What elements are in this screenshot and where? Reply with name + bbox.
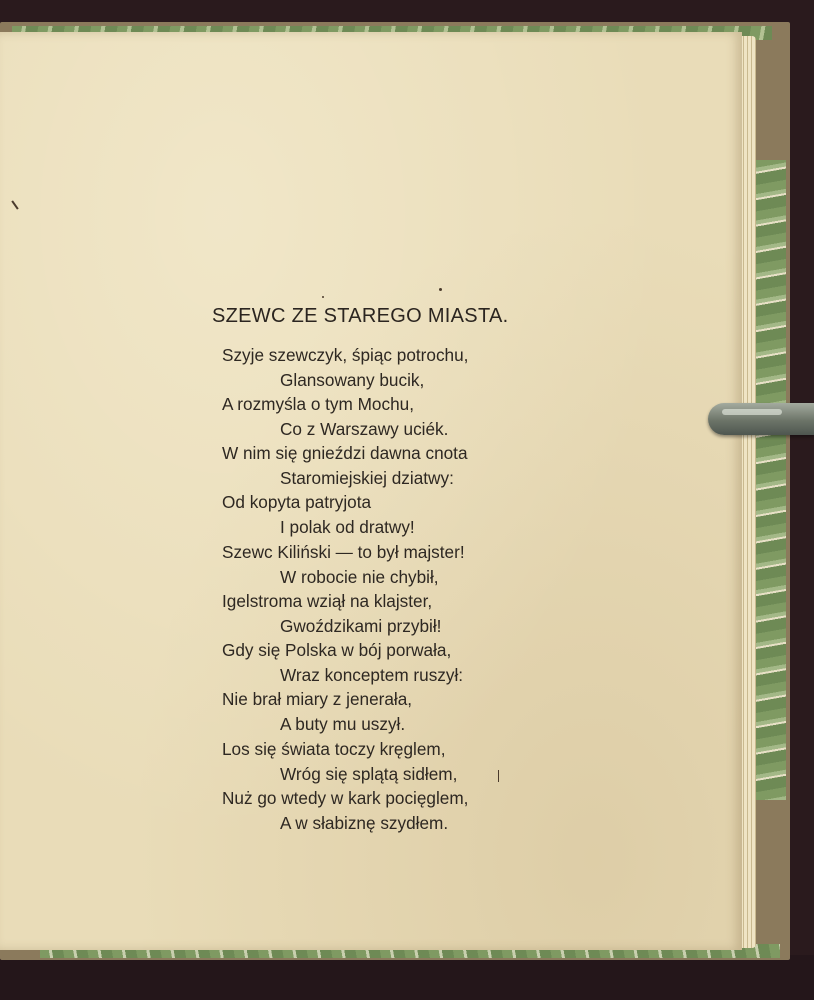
poem-line: Szyje szewczyk, śpiąc potrochu, [222, 345, 469, 365]
poem-line: W nim się gnieździ dawna cnota [222, 443, 468, 463]
poem-line: Wróg się splątą sidłem, [280, 763, 458, 784]
paper-speck [498, 770, 499, 782]
poem-stanza [222, 343, 468, 539]
background-surface [0, 955, 814, 1000]
poem-line: Co z Warszawy uciék. [280, 418, 449, 439]
poem-line: W robocie nie chybił, [280, 566, 439, 587]
poem-line: Nie brał miary z jenerała, [222, 689, 413, 709]
poem-line: Wraz konceptem ruszył: [280, 664, 464, 685]
poem-line: Igelstroma wziął na klajster, [222, 591, 433, 611]
poem-line: A w słabiznę szydłem. [280, 812, 449, 833]
poem-line: Los się świata toczy kręglem, [222, 739, 446, 759]
poem-line: Gdy się Polska w bój porwała, [222, 640, 452, 660]
poem-line: Od kopyta patryjota [222, 492, 372, 512]
poem-line: A rozmyśla o tym Mochu, [222, 394, 414, 414]
bookmark-ribbon[interactable] [708, 403, 814, 435]
poem-line: I polak od dratwy! [280, 516, 415, 537]
paper-speck [439, 288, 442, 291]
bookmark-highlight [722, 409, 782, 415]
poem-line: Staromiejskiej dziatwy: [280, 467, 454, 488]
paper-speck [322, 296, 324, 298]
poem-stanza [222, 737, 468, 835]
poem-line: Glansowany bucik, [280, 369, 425, 390]
poem-line: Gwoździkami przybił! [280, 615, 442, 636]
poem-line: Nuż go wtedy w kark pocięglem, [222, 788, 469, 808]
poem-title: SZEWC ZE STAREGO MIASTA. [212, 305, 509, 327]
poem-stanza [222, 540, 465, 736]
poem-line: Szewc Kiliński — to był majster! [222, 542, 465, 562]
poem-line: A buty mu uszył. [280, 713, 406, 734]
